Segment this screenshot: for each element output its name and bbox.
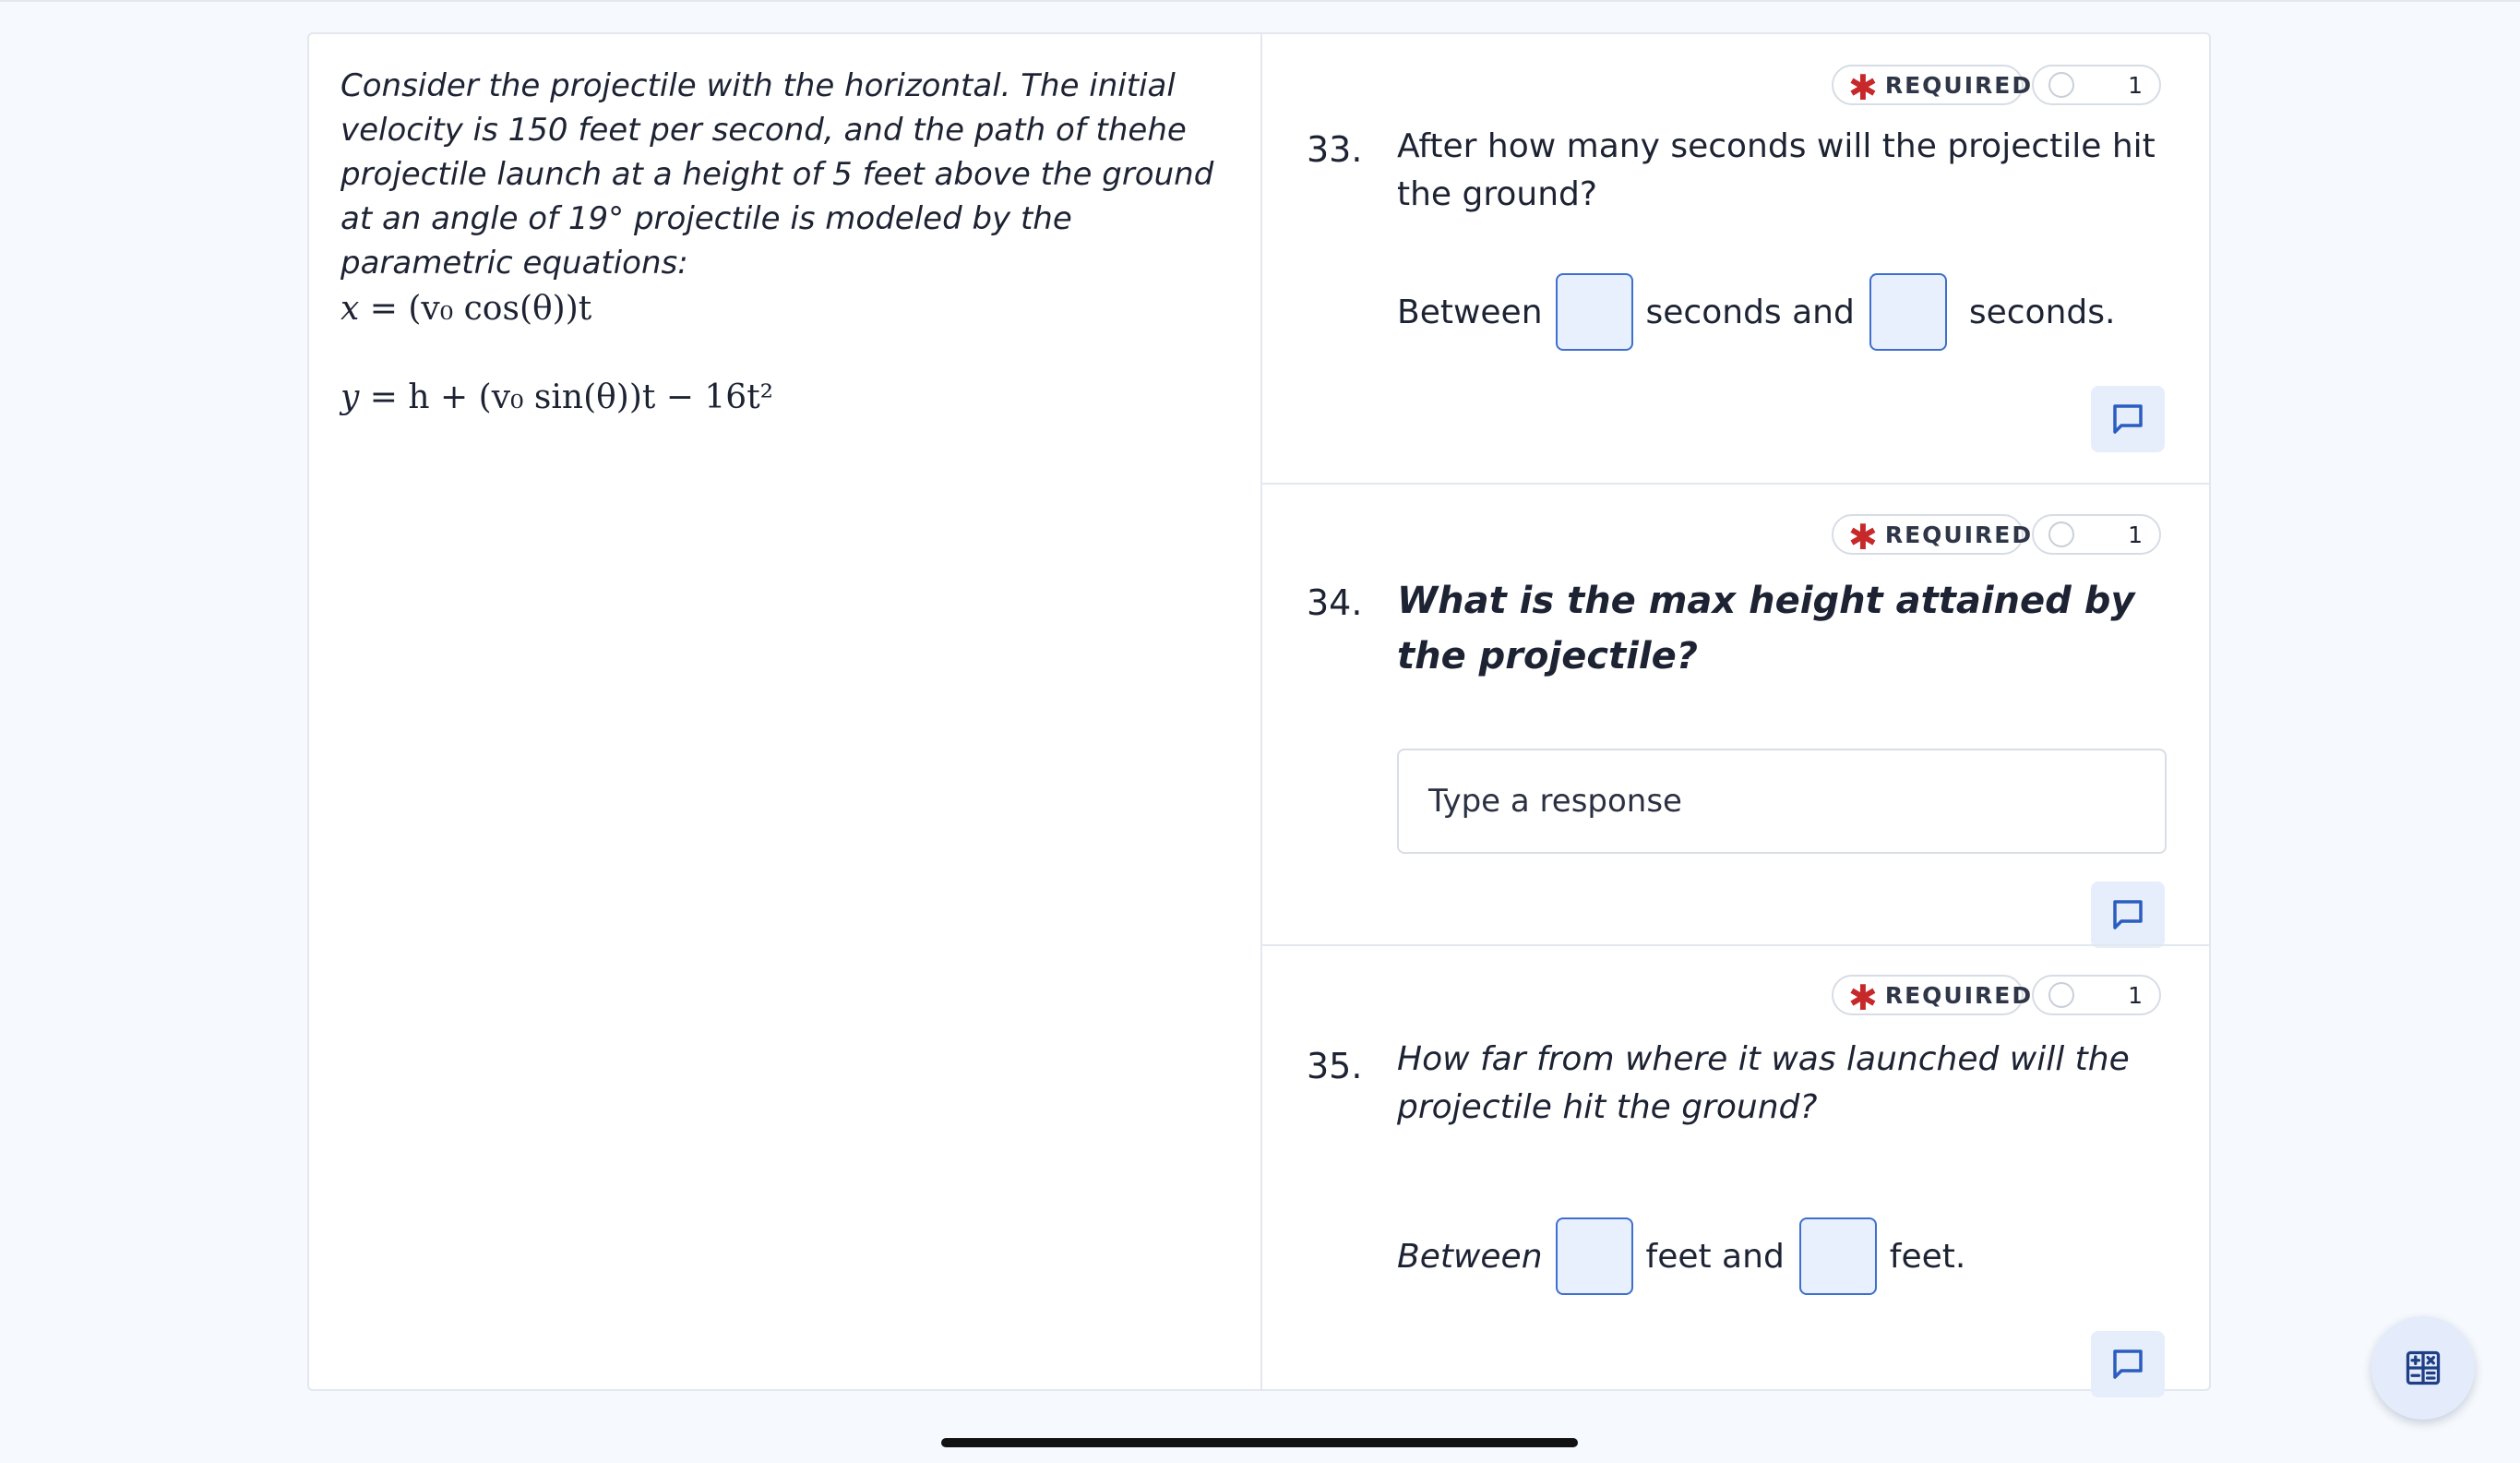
comment-icon <box>2108 400 2147 438</box>
answer-row <box>1397 1217 1965 1295</box>
answer-middle: feet and <box>1645 1237 1785 1276</box>
required-badge <box>1832 514 2034 558</box>
comment-icon <box>2108 895 2147 934</box>
points-badge <box>2032 975 2161 1015</box>
points-value: 1 <box>2128 521 2143 548</box>
equation-x-rhs: (v₀ cos(θ))t <box>408 290 592 328</box>
comment-button[interactable] <box>2091 386 2165 452</box>
answer-blank-2[interactable] <box>1869 273 1947 351</box>
answer-row <box>1397 273 2115 351</box>
answer-suffix: seconds. <box>1968 293 2116 331</box>
assignment-card <box>307 32 2211 1391</box>
answer-prefix: Between <box>1397 293 1543 331</box>
answer-blank-1[interactable] <box>1556 273 1633 351</box>
answer-prefix: Between <box>1397 1237 1543 1276</box>
points-badge <box>2032 65 2161 105</box>
equation-x: x = (v₀ cos(θ))t <box>340 290 592 328</box>
points-badge <box>2032 514 2161 555</box>
required-badge <box>1832 975 2034 1018</box>
points-value: 1 <box>2128 981 2143 1009</box>
comment-button[interactable] <box>2091 1331 2165 1397</box>
asterisk-icon: ✱ <box>1848 517 1878 558</box>
calculator-button[interactable] <box>2371 1316 2475 1420</box>
response-placeholder: Type a response <box>1428 783 1682 820</box>
question-35 <box>1262 944 2209 1391</box>
question-34 <box>1262 483 2209 944</box>
questions-panel <box>1262 34 2209 1389</box>
required-label: REQUIRED <box>1884 981 2034 1009</box>
equation-y-lhs: y <box>340 378 360 416</box>
circle-icon <box>2048 522 2074 547</box>
response-input[interactable] <box>1397 749 2167 854</box>
question-number: 34. <box>1307 582 1363 623</box>
calculator-icon <box>2403 1348 2443 1388</box>
required-label: REQUIRED <box>1884 71 2034 99</box>
comment-button[interactable] <box>2091 881 2165 948</box>
asterisk-icon: ✱ <box>1848 977 1878 1018</box>
equation-y: y = h + (v₀ sin(θ))t − 16t² <box>340 378 774 416</box>
comment-icon <box>2108 1345 2147 1384</box>
required-label: REQUIRED <box>1884 521 2034 548</box>
asterisk-icon: ✱ <box>1848 67 1878 108</box>
points-value: 1 <box>2128 71 2143 99</box>
question-text: After how many seconds will the projectile hit the ground? <box>1397 127 2156 213</box>
required-badge <box>1832 65 2034 108</box>
question-33 <box>1262 34 2209 483</box>
circle-icon <box>2048 982 2074 1008</box>
passage-panel <box>309 34 1262 1389</box>
question-text: What is the max height attained by the projectile? <box>1397 580 2135 678</box>
equation-y-rhs: h + (v₀ sin(θ))t − 16t² <box>408 378 774 416</box>
question-number: 35. <box>1307 1046 1363 1086</box>
home-indicator <box>941 1438 1578 1447</box>
circle-icon <box>2048 72 2074 98</box>
question-text: How far from where it was launched will the projectile hit the ground? <box>1397 1040 2130 1126</box>
answer-middle: seconds and <box>1645 293 1855 331</box>
question-number: 33. <box>1307 129 1363 170</box>
answer-suffix: feet. <box>1889 1237 1966 1276</box>
equation-x-lhs: x <box>340 290 360 328</box>
top-divider <box>0 0 2520 2</box>
answer-blank-2[interactable] <box>1799 1217 1877 1295</box>
answer-blank-1[interactable] <box>1556 1217 1633 1295</box>
passage-text: Consider the projectile with the horizontal. The initial velocity is 150 feet per second, and the path of thehe projectile launch at a height of 5 feet above the ground at an angle of 19° projectile is modeled by the parametric equations: <box>340 67 1214 282</box>
